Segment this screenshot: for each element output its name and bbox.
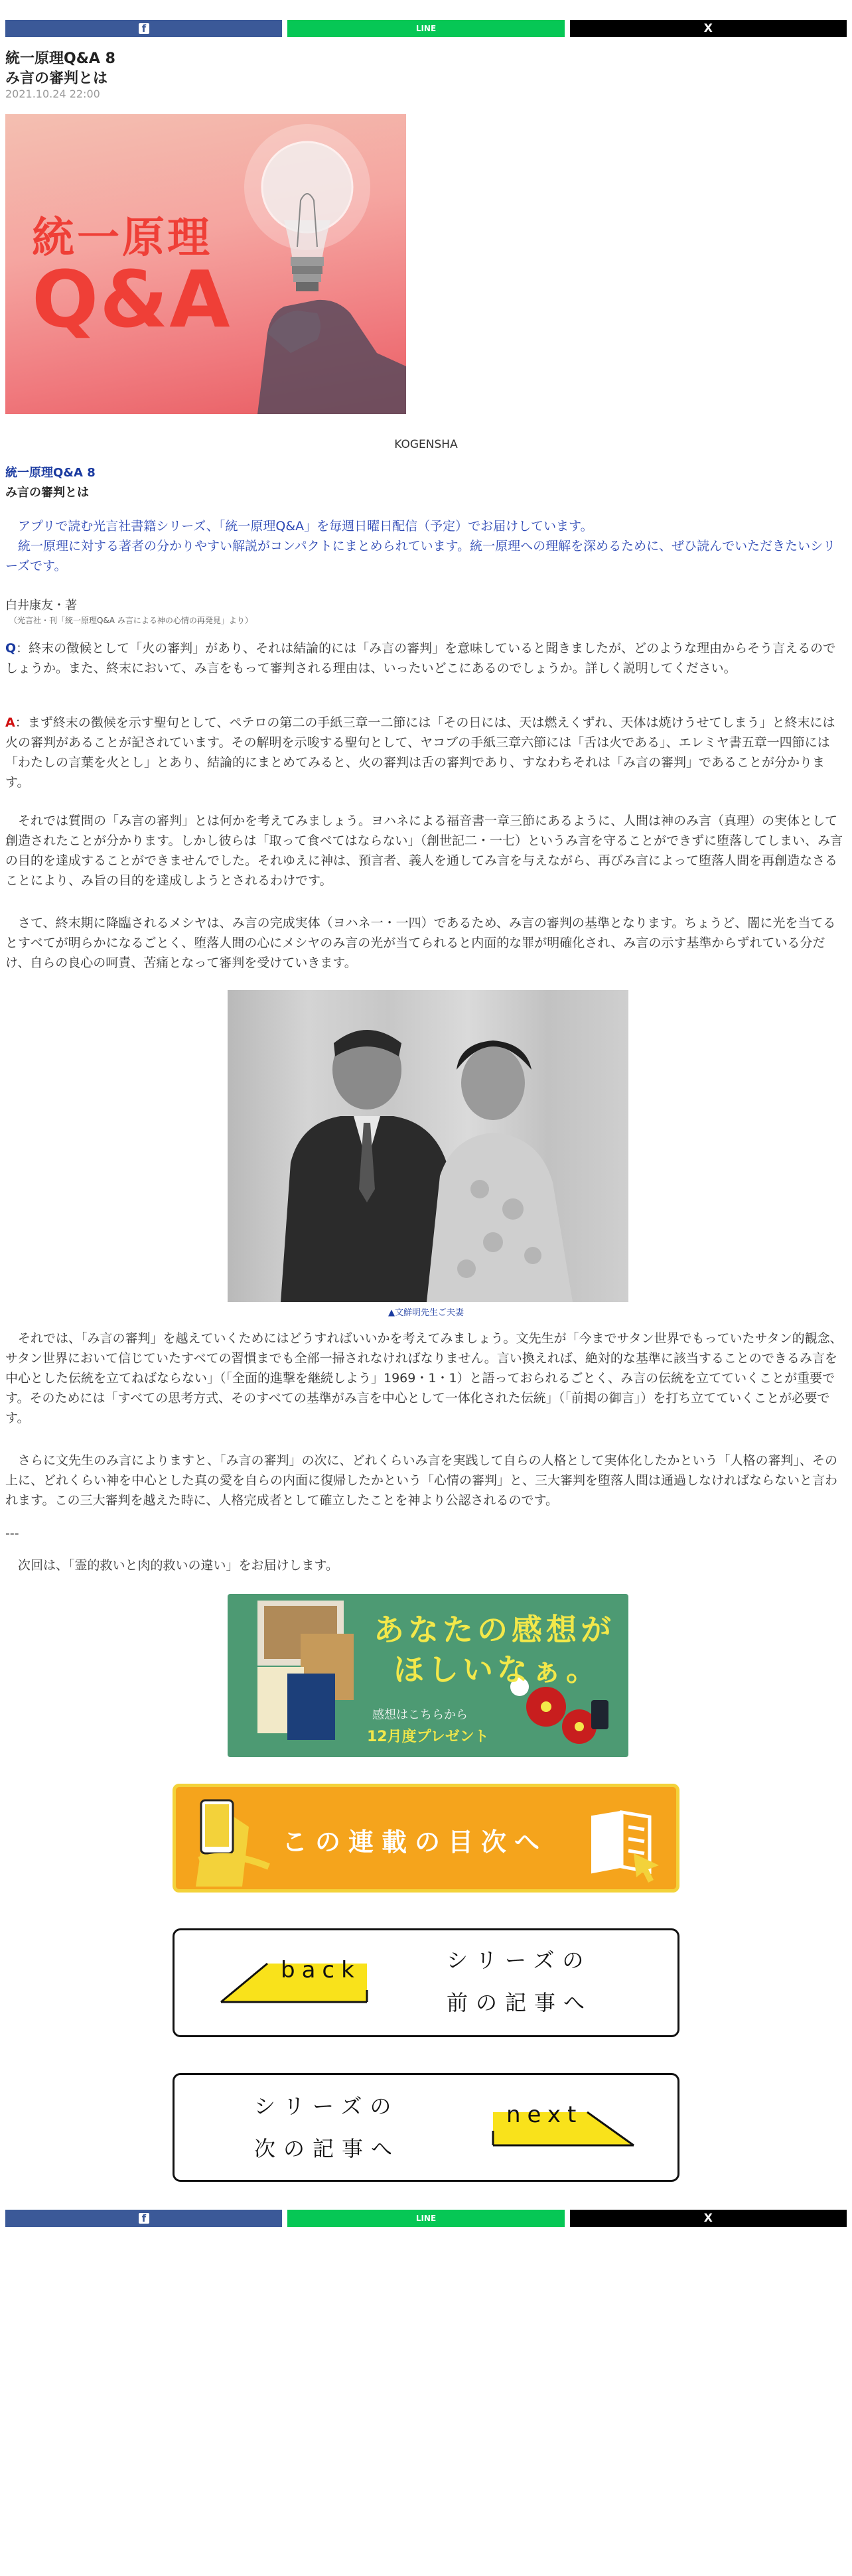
back-arrow-icon: [175, 1930, 677, 2035]
photo-caption: ▲文鮮明先生ご夫妻: [388, 1308, 464, 1318]
series-intro: [5, 516, 847, 576]
toc-label: この連載の目次へ: [282, 1827, 548, 1857]
image-credit: KOGENSHA: [394, 438, 458, 451]
a-mark: A: [5, 715, 15, 730]
next-word: next: [506, 2102, 583, 2128]
facebook-share-button-bottom[interactable]: [5, 2210, 282, 2227]
answer-paragraph: [5, 713, 847, 792]
body-paragraph-2: さて、終末期に降臨されるメシヤは、み言の完成実体（ヨハネ一・一四）であるため、み言の審判の基準となります。ちょうど、闇に光を当てるとすべてが明らかになるごとく、堕落人間の心にメシヤのみ言の光が当てられると内面的な罪が明確化され、み言の示す基準からずれている分だけ、自らの良心の呵責、苦痛となって審判を受けていきます。: [5, 916, 836, 970]
series-title: 統一原理Q&A 8: [5, 466, 96, 480]
couple-photo-figures: [228, 990, 628, 1302]
intro-line2: 統一原理に対する著者の分かりやすい解説がコンパクトにまとめられています。統一原理への理解を深めるために、ぜひ読んでいただきたいシリーズです。: [5, 539, 836, 573]
share-bar-bottom: [5, 2210, 847, 2227]
feedback-line1: あなたの感想が: [374, 1612, 615, 1648]
question-text: ：終末の徴候として「火の審判」があり、それは結論的には「み言の審判」を意味していると聞きましたが、どのような理由からそう言えるのでしょうか。また、終末において、み言をもって審判される理由は、いったいどこにあるのでしょうか。詳しく説明してください。: [5, 641, 836, 676]
line-label: LINE: [415, 2214, 437, 2223]
hero-title-qa: Q&A: [32, 253, 232, 345]
x-icon: X: [703, 2212, 713, 2225]
body-paragraph-3: それでは、「み言の審判」を越えていくためにはどうすればいいかを考えてみましょう。文先生が「今までサタン世界でもっていたサタン的観念、サタン世界において信じていたすべての習慣までも全部一掃されなければなりません。言い換えれば、絶対的な基準に該当することのできるみ言を中心とした伝統を立てねばならない」（「全面的進撃を継続しよう」1969・1・1）と語っておられるごとく、み言の伝統を立てていくことが重要です。そのためには「すべての思考方式、そのすべての基準がみ言を中心として一体化された伝統」（「前掲の御言」）を打ち立てていくことが必要です。: [5, 1331, 843, 1425]
facebook-icon: [139, 23, 149, 34]
previous-article-button[interactable]: [173, 1928, 679, 2037]
question-paragraph: [5, 638, 847, 678]
back-word: back: [281, 1957, 361, 1983]
hero-title-main: 統一原理: [32, 214, 212, 263]
series-subtitle: み言の審判とは: [5, 486, 89, 500]
next-episode-note: 次回は、「霊的救いと肉的救いの違い」をお届けします。: [5, 1558, 338, 1573]
x-share-button[interactable]: [570, 20, 847, 37]
feedback-line3: 感想はこちらから: [372, 1708, 468, 1722]
body-paragraph-1: それでは質問の「み言の審判」とは何かを考えてみましょう。ヨハネによる福音書一章三節にあるように、人間は神のみ言（真理）の実体として創造されたことが分かります。しかし彼らは「取って食べてはならない」（創世記二・一七）というみ言を守ることができずに堕落してしまい、み言の目的を達成することができませんでした。それゆえに神は、預言者、義人を通してみ言を与えながら、再びみ言によって堕落人間を再創造なさることにより、み旨の目的を達成しようとされるわけです。: [5, 814, 843, 888]
intro-line1: アプリで読む光言社書籍シリーズ、「統一原理Q&A」を毎週日曜日配信（予定）でお届けしています。: [5, 519, 593, 534]
next-arrow-icon: [175, 2075, 677, 2180]
feedback-banner[interactable]: [228, 1594, 628, 1757]
next-article-button[interactable]: [173, 2073, 679, 2182]
separator: ---: [5, 1526, 19, 1541]
x-share-button-bottom[interactable]: [570, 2210, 847, 2227]
facebook-icon: [139, 2213, 149, 2224]
x-icon: X: [703, 22, 713, 35]
feedback-line4: 12月度プレゼント: [367, 1729, 489, 1745]
body-paragraph-4: さらに文先生のみ言によりますと、「み言の審判」の次に、どれくらいみ言を実践して自らの人格として実体化したかという「人格の審判」、その上に、どれくらい神を中心とした真の愛を自らの内面に復帰したかという「心情の審判」と、三大審判を堕落人間は通過しなければならないと言われます。この三大審判を越えた時に、人格完成者として確立したことを神より公認されるのです。: [5, 1453, 838, 1508]
line-label: LINE: [415, 24, 437, 33]
back-line2: 前の記事へ: [447, 1990, 593, 2015]
hero-image: [5, 114, 406, 414]
feedback-line2: ほしいなぁ。: [393, 1652, 601, 1687]
author-source: （光言社・刊「統一原理Q&A み言による神の心情の再発見」より）: [9, 616, 253, 625]
article-title: [5, 49, 115, 89]
q-mark: Q: [5, 641, 17, 656]
couple-photo: [228, 990, 628, 1302]
article-title-line2: み言の審判とは: [5, 70, 108, 87]
article-title-line1: 統一原理Q&A 8: [5, 50, 115, 67]
back-line1: シリーズの: [447, 1948, 592, 1973]
answer-text: ：まず終末の徴候を示す聖句として、ペテロの第二の手紙三章一二節には「その日には、天は燃えくずれ、天体は焼けうせてしまう」と終末には火の審判があることが記されています。その解明を示唆する聖句として、ヤコブの手紙三章六節には「舌は火である」、エレミヤ書五章一四節には「わたしの言葉を火とし」とあり、結論的にまとめてみると、火の審判は舌の審判であり、すなわちそれは「み言の審判」であることが分かります。: [5, 715, 835, 790]
facebook-share-button[interactable]: [5, 20, 282, 37]
share-bar-top: [5, 20, 847, 37]
line-share-button-bottom[interactable]: [287, 2210, 564, 2227]
next-line2: 次の記事へ: [254, 2136, 401, 2161]
author-name: 白井康友・著: [5, 599, 77, 612]
article-date: 2021.10.24 22:00: [5, 88, 100, 100]
line-share-button[interactable]: [287, 20, 564, 37]
series-toc-button[interactable]: [173, 1784, 679, 1893]
next-line1: シリーズの: [254, 2094, 399, 2119]
